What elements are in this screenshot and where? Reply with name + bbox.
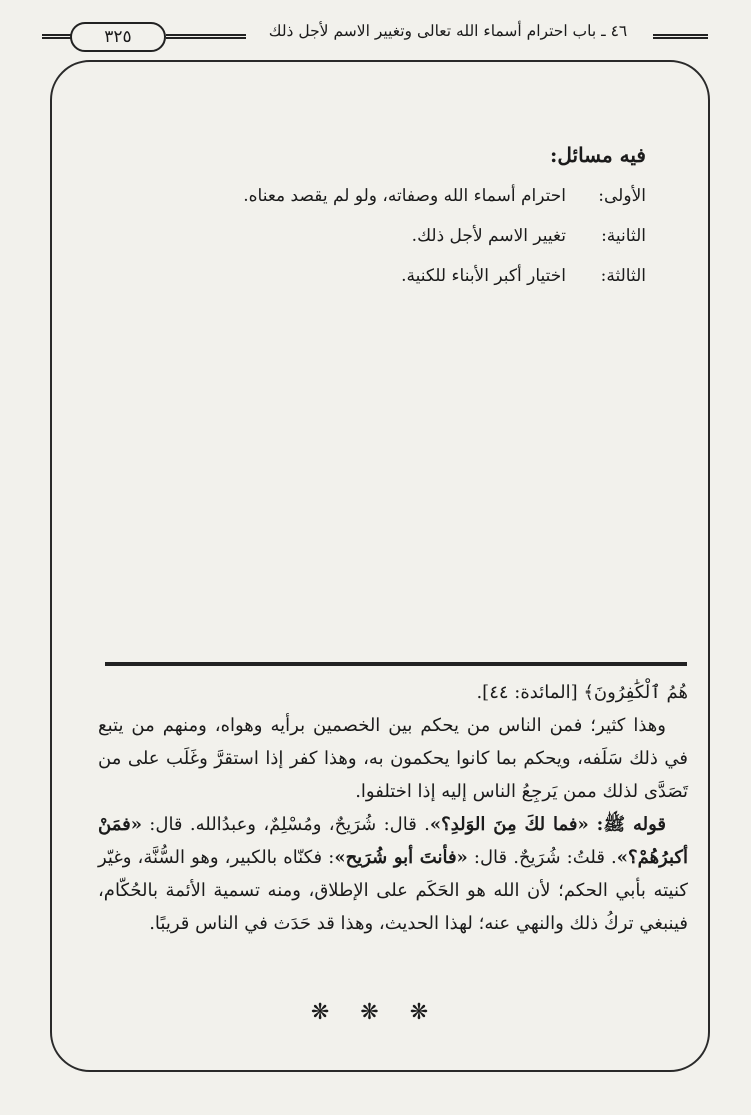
section-ornament: ❋ ❋ ❋ [310,1000,441,1025]
header-rule-right [653,34,708,39]
hadith-quote-3: «فأنتَ أبو شُرَيح» [334,847,468,868]
question-text: احترام أسماء الله وصفاته، ولو لم يقصد معناه. [243,186,566,206]
hadith-answer-2: . قلتُ: شُرَيحٌ. قال: [467,847,617,868]
question-row-1 [86,186,646,216]
hadith-answer-1: . قال: شُرَيحٌ، ومُسْلِمٌ، وعبدُالله. قال: [141,814,430,835]
page-number: ٣٢٥ [70,22,166,52]
header-rule-left [42,34,72,39]
question-row-2 [86,226,646,256]
verse-reference: [المائدة: ٤٤]. [476,682,584,703]
commentary [98,676,688,940]
questions-heading: فيه مسائل: [549,143,646,167]
hadith-intro: قوله ﷺ: [588,814,666,835]
hadith-paragraph [98,808,688,940]
commentary-paragraph: وهذا كثير؛ فمن الناس من يحكم بين الخصمين برأيه وهواه، ومنهم من يتبع في ذلك سَلَفه، ويحكم بما كانوا يحكمون به، وهذا كفر إذا استقرَّ وغَلَب على من تَصَدَّى لذلك ممن يَرجِعُ الناس إليه إذا اختلفوا. [98,715,688,802]
question-label: الثانية: [601,226,646,246]
hadith-explanation: : فكنّاه بالكبير، وهو السُّنَّة، وغيّر كنيته بأبي الحكم؛ لأن الله هو الحَكَم على الإطلاق، ومنه تسمية الأئمة بالحُكّام، فينبغي تركُ ذلك والنهي عنه؛ لهذا الحديث، وهذا قد حَدَث في الناس قريبًا. [98,847,688,934]
verse-line [98,676,688,709]
header-rule-middle [166,34,246,39]
question-text: تغيير الاسم لأجل ذلك. [411,226,566,246]
chapter-title: ٤٦ ـ باب احترام أسماء الله تعالى وتغيير الاسم لأجل ذلك [268,22,628,40]
hadith-quote-1: «فما لكَ مِنَ الوَلدِ؟» [429,814,589,835]
question-label: الثالثة: [600,266,646,286]
question-label: الأولى: [598,186,646,206]
verse-text: هُمُ ٱلْكَٰفِرُونَ﴾ [583,682,688,703]
footnote-divider [105,662,687,666]
question-row-3 [86,266,646,296]
question-text: اختيار أكبر الأبناء للكنية. [401,266,566,286]
hadith-quote-2: «فمَنْ أكبرُهُمْ؟» [98,814,688,868]
